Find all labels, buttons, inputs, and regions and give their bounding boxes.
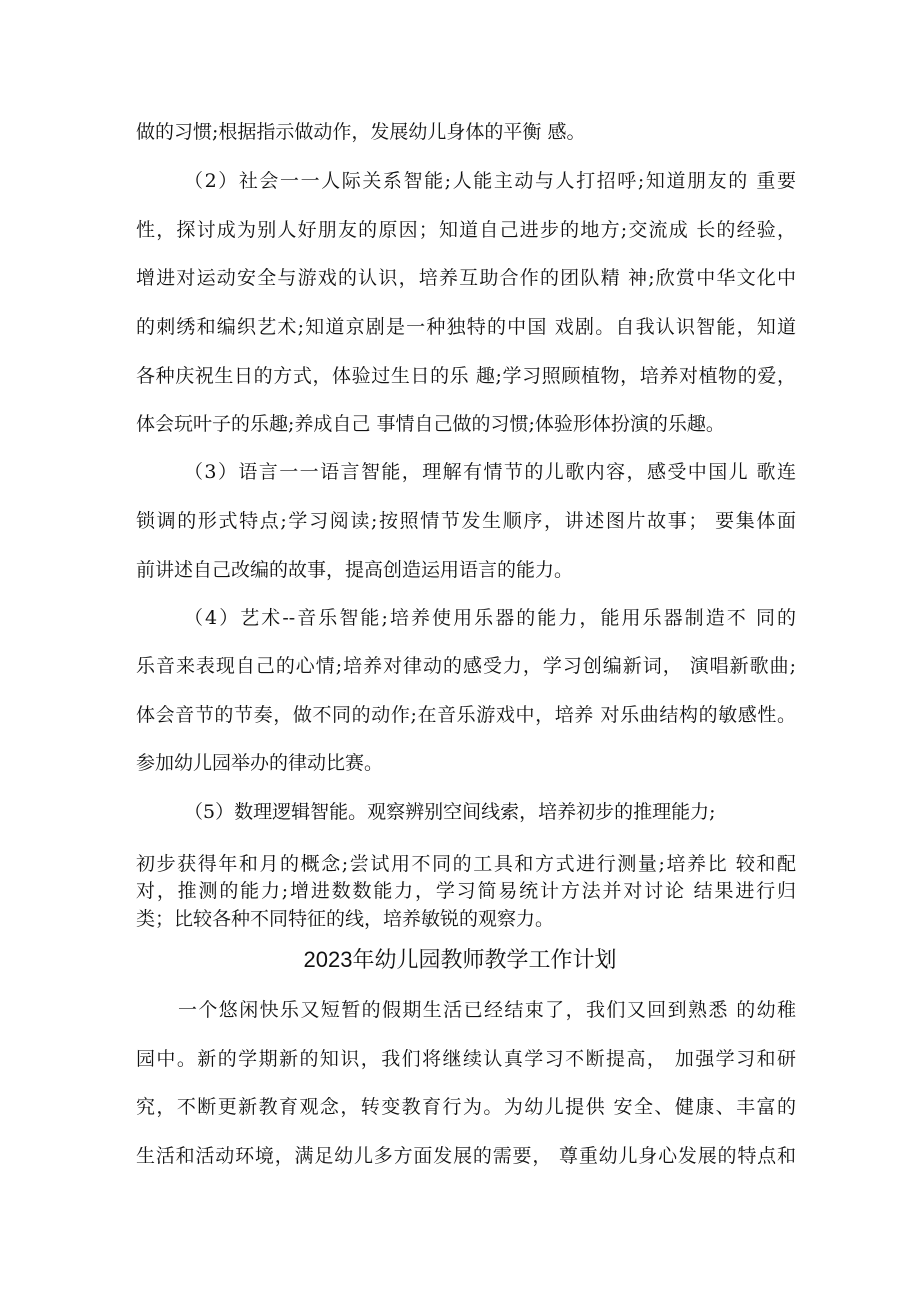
paragraph-line: 园中。新的学期新的知识，我们将继续认真学习不断提高， 加强学习和研 <box>136 1048 796 1070</box>
paragraph-line: 生活和活动环境，满足幼儿多方面发展的需要， 尊重幼儿身心发展的特点和 <box>136 1145 796 1167</box>
paragraph-line: 前讲述自己改编的故事，提高创造运用语言的能力。 <box>136 559 574 581</box>
paragraph-line: 性，探讨成为别人好朋友的原因；知道自己进步的地方;交流成 长的经验， <box>136 219 796 241</box>
paragraph-line: 的刺绣和编织艺术;知道京剧是一种独特的中国 戏剧。自我认识智能，知道 <box>136 316 796 338</box>
paragraph-line: （4）艺术--音乐智能;培养使用乐器的能力，能用乐器制造不 同的 <box>184 607 796 629</box>
paragraph-line: 做的习惯;根据指示做动作，发展幼儿身体的平衡 感。 <box>136 121 586 143</box>
paragraph-line: 乐音来表现自己的心情;培养对律动的感受力，学习创编新词， 演唱新歌曲; <box>136 655 796 677</box>
paragraph-line: 各种庆祝生日的方式，体验过生日的乐 趣;学习照顾植物，培养对植物的爱， <box>136 365 796 387</box>
paragraph-line: 对，推测的能力;增进数数能力，学习简易统计方法并对讨论 结果进行归 <box>136 880 796 902</box>
paragraph-line: 究，不断更新教育观念，转变教育行为。为幼儿提供 安全、健康、丰富的 <box>136 1096 796 1118</box>
paragraph-line: （3）语言一一语言智能，理解有情节的儿歌内容，感受中国儿 歌连 <box>184 461 796 483</box>
paragraph-line: 类；比较各种不同特征的线，培养敏锐的观察力。 <box>136 908 555 930</box>
paragraph-line: 参加幼儿园举办的律动比赛。 <box>136 752 384 774</box>
paragraph-line: 体会音节的节奏，做不同的动作;在音乐游戏中，培养 对乐曲结构的敏感性。 <box>136 704 796 726</box>
paragraph-line: 一个悠闲快乐又短暂的假期生活已经结束了，我们又回到熟悉 的幼稚 <box>178 999 796 1021</box>
paragraph-line: （2）社会一一人际关系智能;人能主动与人打招呼;知道朋友的 重要 <box>184 170 796 192</box>
paragraph-line: 锁调的形式特点;学习阅读;按照情节发生顺序，讲述图片故事； 要集体面 <box>136 510 796 532</box>
paragraph-line: 增进对运动安全与游戏的认识，培养互助合作的团队精 神;欣赏中华文化中 <box>136 267 796 289</box>
paragraph-line: （5）数理逻辑智能。观察辨别空间线索，培养初步的推理能力; <box>184 801 716 823</box>
document-title: 2023年幼儿园教师教学工作计划 <box>303 947 617 972</box>
paragraph-line: 体会玩叶子的乐趣;养成自己 事情自己做的习惯;体验形体扮演的乐趣。 <box>136 413 725 435</box>
paragraph-line: 初步获得年和月的概念;尝试用不同的工具和方式进行测量;培养比 较和配 <box>136 853 796 875</box>
